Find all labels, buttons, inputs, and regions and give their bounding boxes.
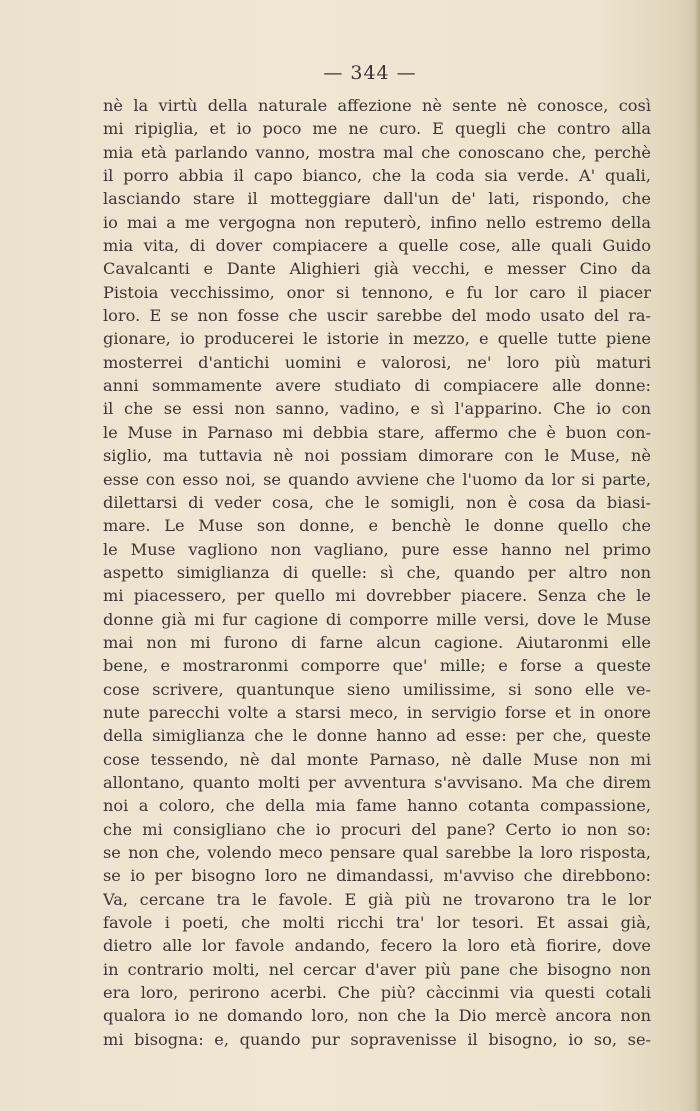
text-line: esse con esso noi, se quando avviene che l'uomo da lor si parte, <box>103 469 651 489</box>
text-line: bene, e mostraronmi comporre que' mille; e forse a queste <box>103 656 651 676</box>
text-line: se io per bisogno loro ne dimandassi, m'avviso che direbbono: <box>103 866 651 886</box>
text-line: era loro, perirono acerbi. Che più? càccinmi via questi cotali <box>103 983 651 1003</box>
text-line: se non che, volendo meco pensare qual sarebbe la loro risposta, <box>103 843 651 862</box>
text-line: il porro abbia il capo bianco, che la coda sia verde. A' quali, <box>103 166 651 186</box>
text-line: Va, cercane tra le favole. E già più ne trovarono tra le lor <box>103 889 651 909</box>
text-line: in contrario molti, nel cercar d'aver più pane che bisogno non <box>103 959 651 979</box>
text-line: siglio, ma tuttavia nè noi possiam dimorare con le Muse, nè <box>103 446 651 466</box>
text-line: le Muse vagliono non vagliano, pure esse hanno nel primo <box>103 539 651 559</box>
text-line: che mi consigliano che io procuri del pane? Certo io non so: <box>103 819 651 839</box>
text-line: cose tessendo, nè dal monte Parnaso, nè dalle Muse non mi <box>103 749 651 769</box>
text-line: qualora io ne domando loro, non che la Dio mercè ancora non <box>103 1006 651 1026</box>
text-line: il che se essi non sanno, vadino, e sì l'apparino. Che io con <box>103 399 651 419</box>
text-line: dilettarsi di veder cosa, che le somigli, non è cosa da biasi- <box>103 492 651 512</box>
page-edge-shadow <box>694 0 700 1111</box>
text-line: Pistoia vecchissimo, onor si tennono, e fu lor caro il piacer <box>103 282 651 302</box>
text-line: gionare, io producerei le istorie in mezzo, e quelle tutte piene <box>103 329 651 349</box>
text-line: lasciando stare il motteggiare dall'un de' lati, rispondo, che <box>103 189 651 209</box>
text-line: mi piacessero, per quello mi dovrebber piacere. Senza che le <box>103 586 651 606</box>
text-line: mosterrei d'antichi uomini e valorosi, ne' loro più maturi <box>103 352 651 372</box>
text-line: mai non mi furono di farne alcun cagione. Aiutaronmi elle <box>103 632 651 652</box>
body-text <box>103 94 651 1051</box>
text-line: mi bisogna: e, quando pur sopravenisse il bisogno, io so, se- <box>103 1029 651 1049</box>
text-line: nè la virtù della naturale affezione nè sente nè conosce, così <box>103 96 651 115</box>
text-line: mi ripiglia, et io poco me ne curo. E quegli che contro alla <box>103 119 651 139</box>
text-line: dietro alle lor favole andando, fecero la loro età fiorire, dove <box>103 936 651 956</box>
text-line: mare. Le Muse son donne, e benchè le donne quello che <box>103 516 651 536</box>
text-line: nute parecchi volte a starsi meco, in servigio forse et in onore <box>103 702 651 722</box>
text-line: le Muse in Parnaso mi debbia stare, affermo che è buon con- <box>103 422 651 442</box>
text-line: cose scrivere, quantunque sieno umilissime, si sono elle ve- <box>103 679 651 699</box>
text-line: anni sommamente avere studiato di compiacere alle donne: <box>103 376 651 396</box>
text-line: loro. E se non fosse che uscir sarebbe del modo usato del ra- <box>103 306 651 326</box>
text-line: donne già mi fur cagione di comporre mille versi, dove le Muse <box>103 609 651 629</box>
text-line: aspetto simiglianza di quelle: sì che, quando per altro non <box>103 562 651 582</box>
text-line: mia età parlando vanno, mostra mal che conoscano che, perchè <box>103 142 651 162</box>
text-line: mia vita, di dover compiacere a quelle cose, alle quali Guido <box>103 236 651 256</box>
page-number: — 344 — <box>323 62 417 84</box>
text-line: favole i poeti, che molti ricchi tra' lor tesori. Et assai già, <box>103 913 651 933</box>
text-line: io mai a me vergogna non reputerò, infino nello estremo della <box>103 212 651 232</box>
text-line: allontano, quanto molti per avventura s'avvisano. Ma che direm <box>103 772 651 792</box>
text-line: della simiglianza che le donne hanno ad esse: per che, queste <box>103 726 651 746</box>
text-line: Cavalcanti e Dante Alighieri già vecchi, e messer Cino da <box>103 259 651 279</box>
text-line: noi a coloro, che della mia fame hanno cotanta compassione, <box>103 796 651 816</box>
